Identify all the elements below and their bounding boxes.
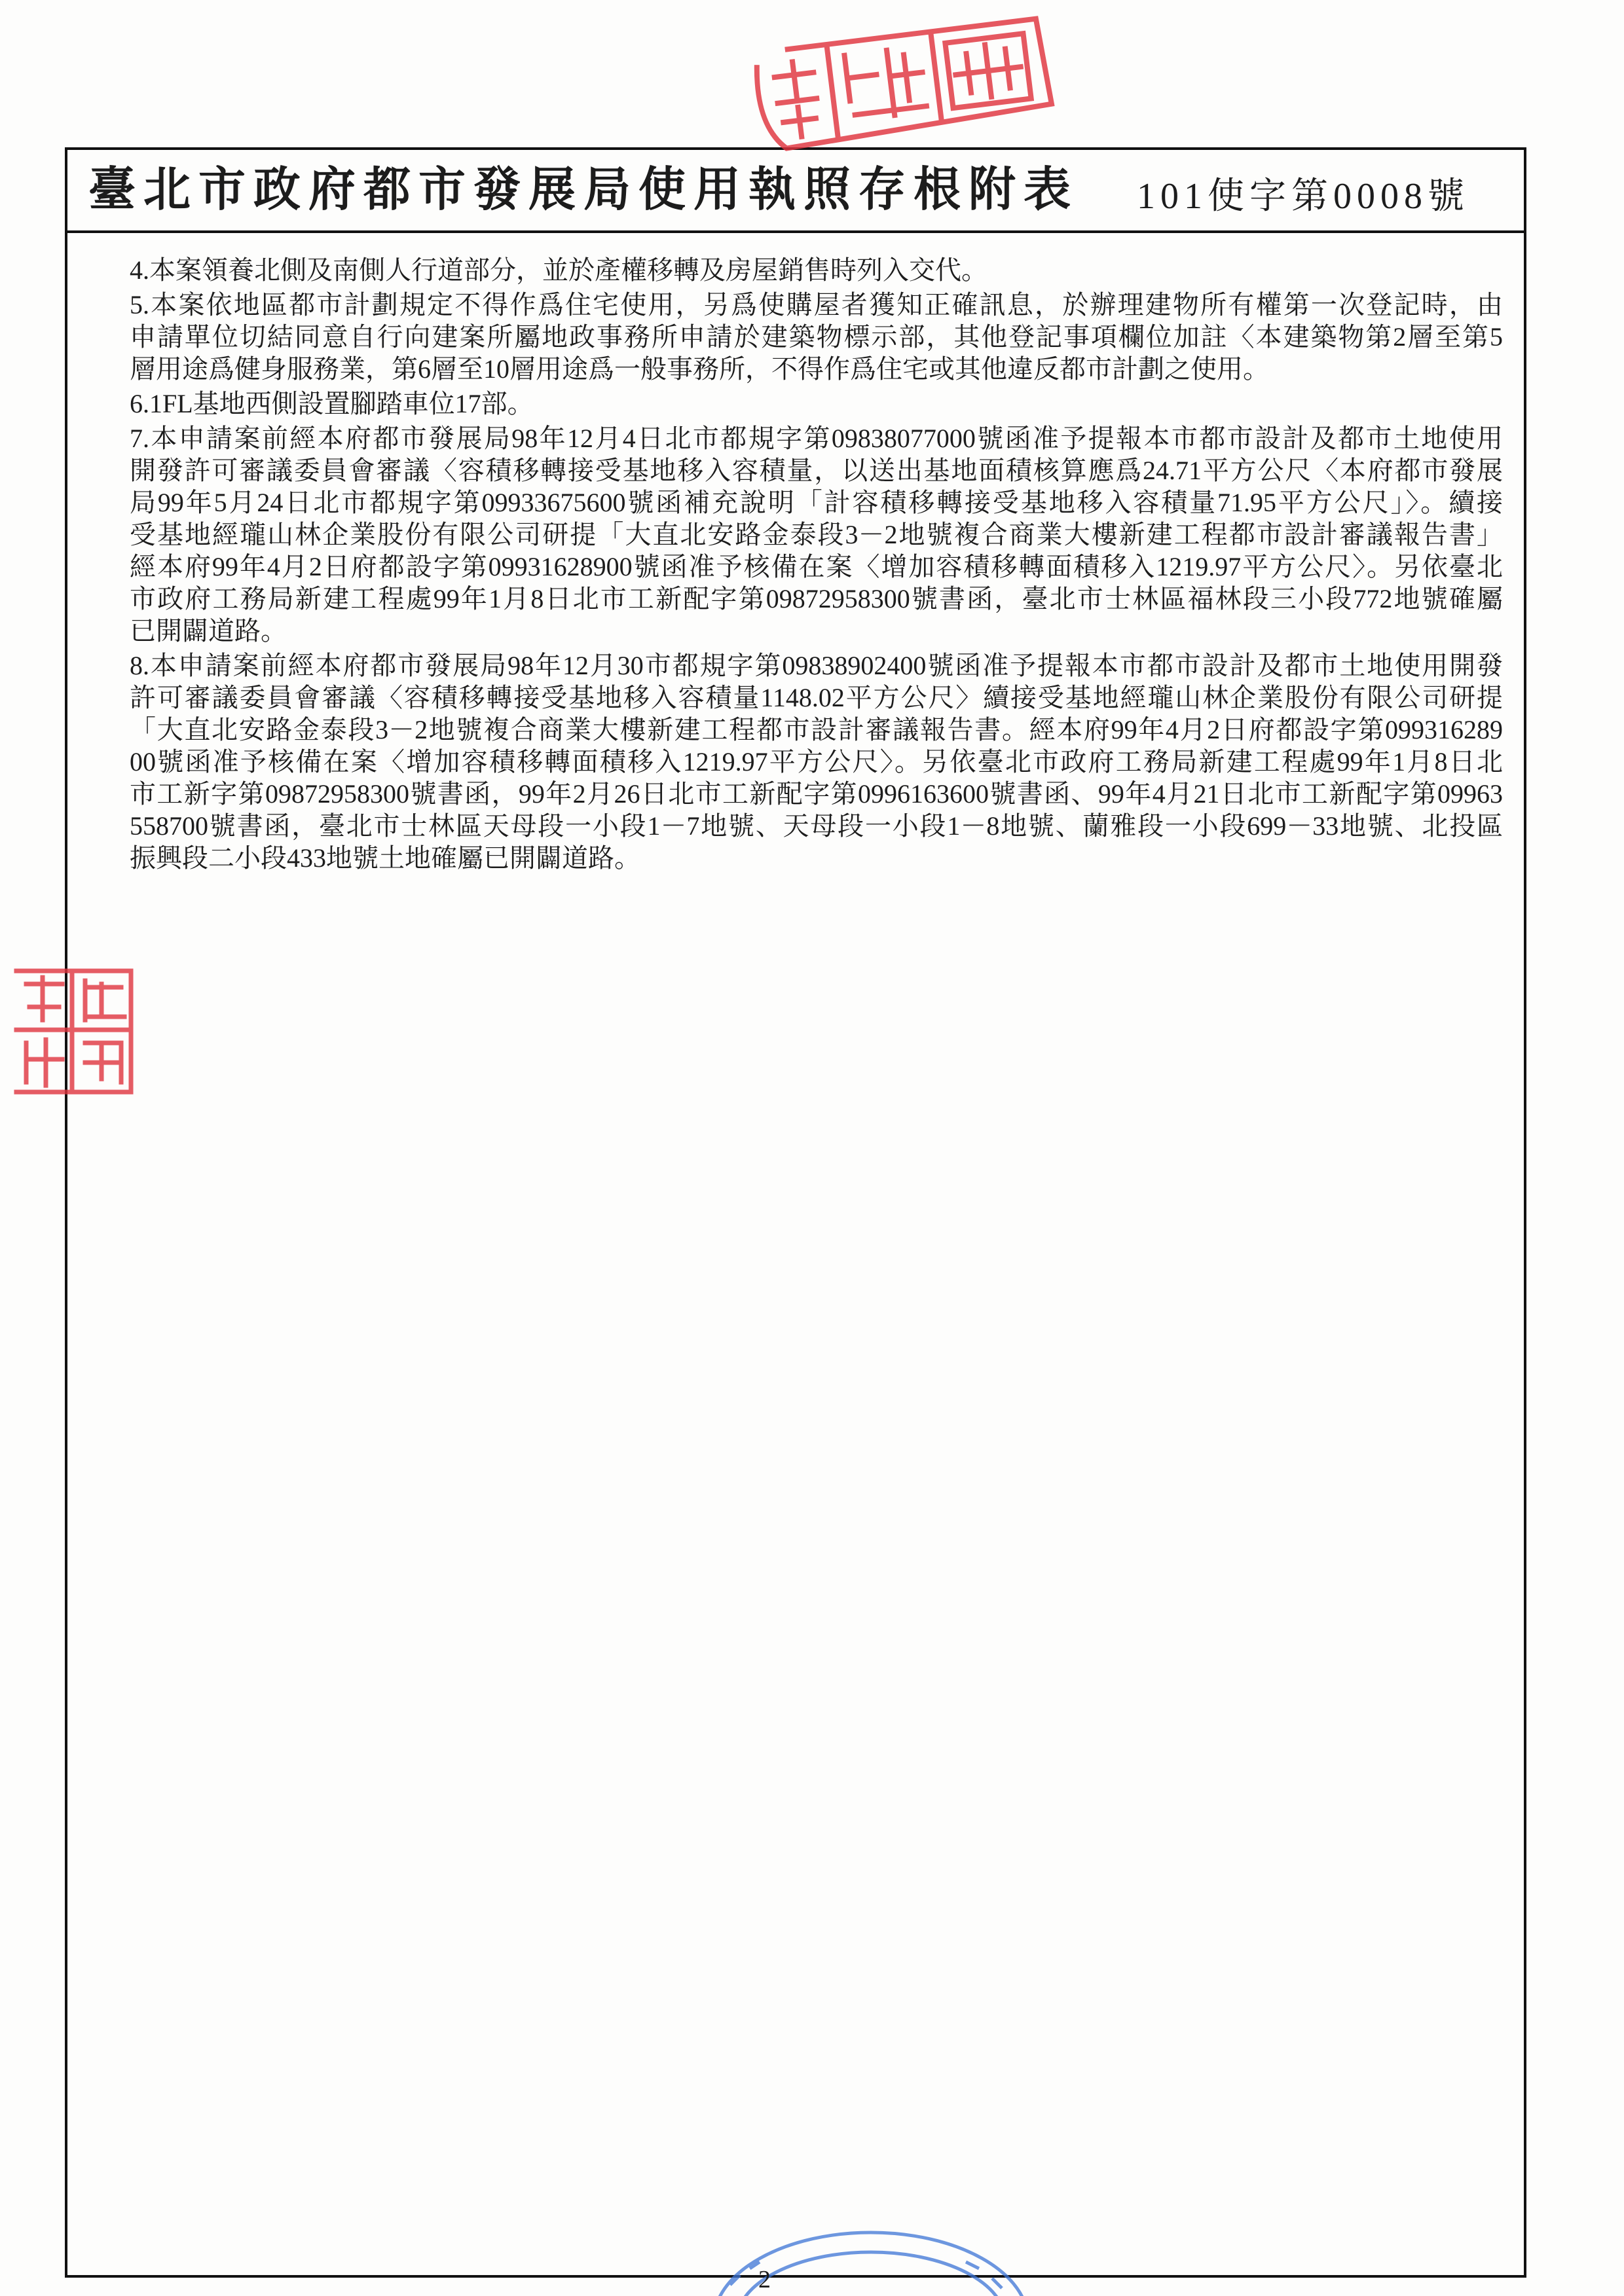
clause-line: 振興段二小段433地號土地確屬已開闢道路。 [130, 843, 640, 873]
title-divider [65, 230, 1526, 233]
clause-item [130, 422, 1503, 647]
clause-line: 市工新字第09872958300號書函，99年2月26日北市工新配字第0996163600號書函、99年4月21日北市工新配字第09963 [130, 779, 1503, 809]
clause-line: 「大直北安路金泰段3－2地號複合商業大樓新建工程都市設計審議報告書。經本府99年4月2日府都設字第099316289 [130, 715, 1503, 744]
clause-line: 受基地經瓏山林企業股份有限公司研提「大直北安路金泰段3－2地號複合商業大樓新建工程都市設計審議報告書」 [130, 520, 1503, 549]
clause-line: 7.本申請案前經本府都市發展局98年12月4日北市都規字第09838077000號函准予提報本市都市設計及都市土地使用 [130, 424, 1503, 453]
clause-list [130, 254, 1503, 874]
red-seal-stamp [740, 9, 1067, 153]
page-number: 2 [758, 2266, 771, 2293]
page-title: 臺北市政府都市發展局使用執照存根附表 [88, 161, 1079, 217]
clause-line: 經本府99年4月2日府都設字第09931628900號函准予核備在案〈增加容積移轉面積移入1219.97平方公尺〉。另依臺北 [130, 552, 1503, 581]
permit-number: 101使字第0008號 [1137, 176, 1469, 217]
clause-item [130, 289, 1503, 385]
clause-line: 申請單位切結同意自行向建案所屬地政事務所申請於建築物標示部，其他登記事項欄位加註〈本建築物第2層至第5 [130, 322, 1503, 352]
clause-line: 已開闢道路。 [130, 616, 287, 646]
clause-line: 4.本案領養北側及南側人行道部分，並於產權移轉及房屋銷售時列入交代。 [130, 255, 987, 285]
clause-line: 局99年5月24日北市都規字第09933675600號函補充說明「計容積移轉接受基地移入容積量71.95平方公尺」〉。續接 [130, 488, 1503, 517]
clause-line: 許可審議委員會審議〈容積移轉接受基地移入容積量1148.02平方公尺〉續接受基地經瓏山林企業股份有限公司研提 [130, 683, 1503, 712]
clause-line: 558700號書函，臺北市士林區天母段一小段1－7地號、天母段一小段1－8地號、蘭雅段一小段699－33地號、北投區 [130, 811, 1503, 841]
clause-item [130, 388, 1503, 420]
clause-item [130, 254, 1503, 286]
clause-item [130, 649, 1503, 874]
clause-line: 6.1FL基地西側設置腳踏車位17部。 [130, 389, 534, 418]
clause-line: 5.本案依地區都市計劃規定不得作爲住宅使用，另爲使購屋者獲知正確訊息，於辦理建物所有權第一次登記時，由 [130, 290, 1503, 319]
clause-line: 層用途爲健身服務業，第6層至10層用途爲一般事務所，不得作爲住宅或其他違反都市計劃之使用。 [130, 354, 1269, 384]
clause-line: 市政府工務局新建工程處99年1月8日北市工新配字第09872958300號書函，臺北市士林區福林段三小段772地號確屬 [130, 584, 1503, 613]
clause-line: 開發許可審議委員會審議〈容積移轉接受基地移入容積量，以送出基地面積核算應爲24.71平方公尺〈本府都市發展 [130, 456, 1503, 485]
clause-line: 8.本申請案前經本府都市發展局98年12月30市都規字第09838902400號函准予提報本市都市設計及都市土地使用開發 [130, 651, 1503, 680]
clause-line: 00號函准予核備在案〈增加容積移轉面積移入1219.97平方公尺〉。另依臺北市政府工務局新建工程處99年1月8日北 [130, 747, 1503, 776]
